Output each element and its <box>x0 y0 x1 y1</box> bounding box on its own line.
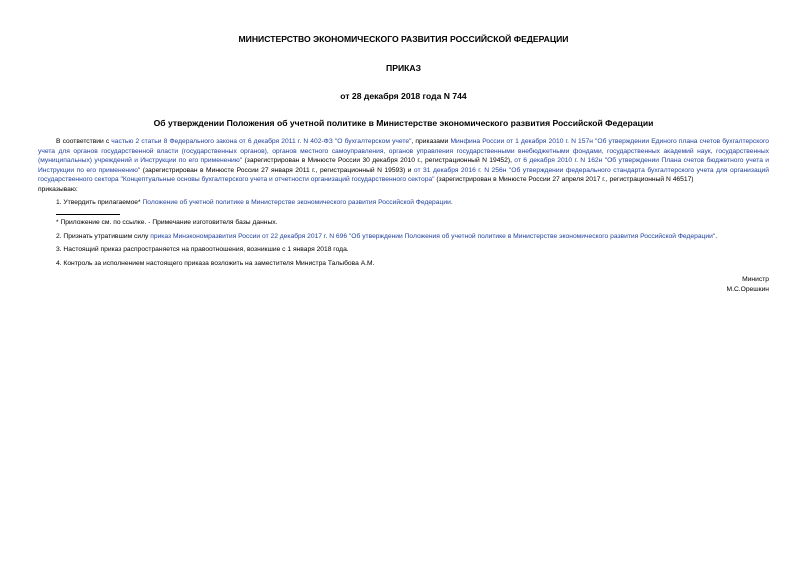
document-title: Об утверждении Положения об учетной политике в Министерстве экономического развития Российской Федерации <box>153 118 654 128</box>
footnote-divider <box>56 214 120 215</box>
document-type: ПРИКАЗ <box>386 63 421 73</box>
preamble-text: В соответствии с <box>56 138 112 145</box>
law-402fz-link[interactable]: частью 2 статьи 8 Федерального закона от 6 декабря 2011 г. N 402-ФЗ "О бухгалтерском учете" <box>111 138 412 145</box>
item-1-end: . <box>450 198 453 206</box>
preamble-text: (зарегистрирован в Минюсте России 30 декабря 2010 г., регистрационный N 19452), <box>242 157 515 165</box>
preamble-text: (зарегистрирован в Минюсте России 27 января 2011 г., регистрационный N 19593) и <box>140 166 414 174</box>
document-date-number: от 28 декабря 2018 года N 744 <box>340 91 467 101</box>
minfin-256n-link[interactable]: от 31 декабря 2016 г. N 256н "Об утверждении федерального стандарта бухгалтерского учета для организаций государственного сектора "Концептуальные основы бухгалтерского учета и отчетности организаций государственного сектора" <box>38 166 769 184</box>
item-4: 4. Контроль за исполнением настоящего приказа возложить на заместителя Министра Талыбова А.М. <box>56 259 375 267</box>
document-body <box>38 137 769 269</box>
minfin-162n-link[interactable]: от 6 декабря 2010 г. N 162н "Об утверждении Плана счетов бюджетного учета и Инструкции по его применению" <box>38 157 770 174</box>
preamble-text: (зарегистрирован в Минюсте России 27 апреля 2017 г., регистрационный N 46517) <box>434 176 694 184</box>
minfin-157n-link[interactable]: Минфина России от 1 декабря 2010 г. N 157н "Об утверждении Единого плана счетов бухгалтерского учета для органов государственной власти (государственных органов), органов местного самоуправления, органов управления государственными внебюджетными фондами, государственных академий наук, государственных (муниципальных) учреждений и Инструкции по его применению" <box>38 138 769 165</box>
item-2-text: 2. Признать утратившим силу <box>56 232 151 240</box>
footnote: * Приложение см. по ссылке. - Примечание изготовителя базы данных. <box>56 219 278 227</box>
accounting-policy-link[interactable]: Положение об учетной политике в Министерстве экономического развития Российской Федерации <box>142 198 451 206</box>
signature-block <box>38 275 769 295</box>
item-1-text: 1. Утвердить прилагаемое* <box>56 198 143 206</box>
ministry-heading: МИНИСТЕРСТВО ЭКОНОМИЧЕСКОГО РАЗВИТИЯ РОССИЙСКОЙ ФЕДЕРАЦИИ <box>238 34 569 44</box>
prikazyvayu-text: приказываю: <box>38 185 78 193</box>
signature-position: Министр <box>742 275 769 283</box>
item-3: 3. Настоящий приказ распространяется на правоотношения, возникшие с 1 января 2018 года. <box>56 246 349 254</box>
order-696-link[interactable]: приказ Минэкономразвития России от 22 декабря 2017 г. N 696 "Об утверждении Положения об учетной политике в Министерстве экономического развития Российской Федерации" <box>150 232 716 240</box>
item-2 <box>38 232 769 242</box>
item-2-end: . <box>715 232 718 240</box>
signature-name: М.С.Орешкин <box>726 285 769 293</box>
preamble-text: , приказами <box>411 138 451 145</box>
preamble-paragraph <box>38 137 769 185</box>
item-1 <box>38 198 769 208</box>
